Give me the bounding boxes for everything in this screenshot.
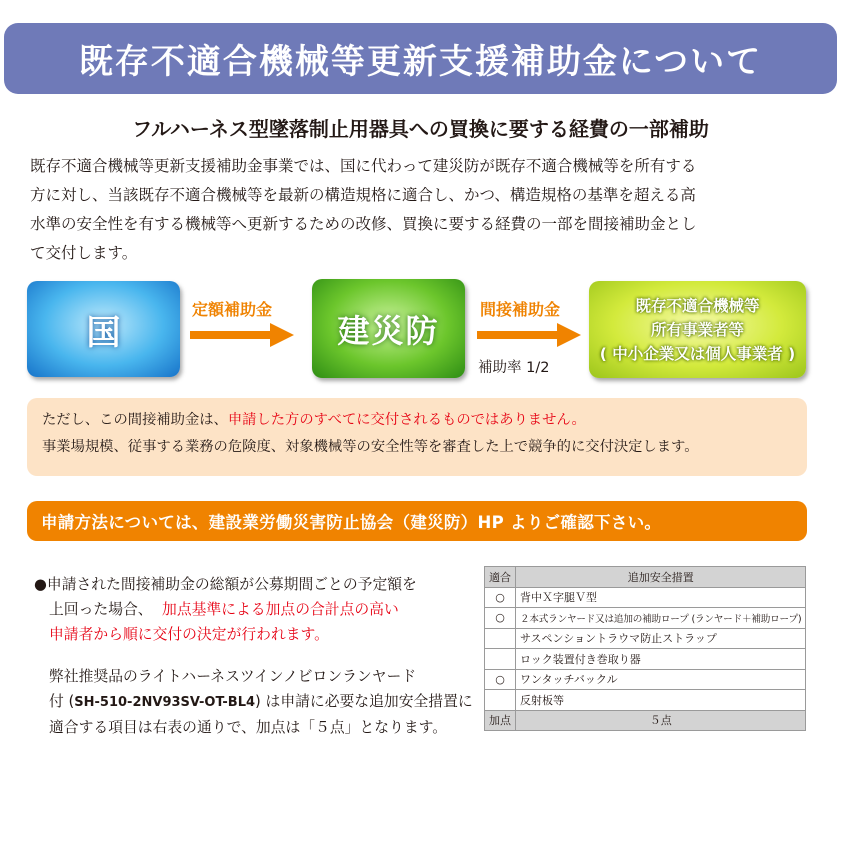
note-box — [27, 398, 807, 476]
subsidy-ratio: 補助率 1/2 — [478, 360, 550, 376]
intro-line: 方に対し、当該既存不適合機械等を最新の構造規格に適合し、かつ、構造規格の基準を超える高 — [30, 186, 696, 204]
table-row — [485, 608, 806, 629]
country-label: 国 — [86, 312, 121, 353]
product-text: 付 ( — [49, 693, 75, 710]
owner-line: ( 中小企業又は個人事業者 ) — [599, 344, 796, 363]
table-row — [485, 690, 806, 711]
bullet-line — [34, 597, 484, 622]
table-mark-cell — [485, 649, 516, 670]
product-line: 適合する項目は右表の通りで、加点は「５点」となります。 — [49, 719, 448, 736]
table-row — [485, 669, 806, 690]
table-mark-cell: ○ — [485, 587, 516, 608]
owner-box — [589, 281, 806, 378]
left-column — [34, 572, 484, 740]
table-mark-cell — [485, 628, 516, 649]
table-item-cell: サスペンショントラウマ防止ストラップ — [516, 628, 806, 649]
bullet-line: ●申請された間接補助金の総額が公募期間ごとの予定額を — [34, 576, 417, 593]
table-footer-value: ５点 — [516, 710, 806, 731]
table-item-cell: ２本式ランヤード又は追加の補助ロープ (ランヤード＋補助ロープ) — [516, 608, 806, 629]
product-line: 弊社推奨品のライトハーネスツインノビロンランヤード — [49, 668, 417, 685]
title-banner — [4, 23, 837, 94]
subtitle: フルハーネス型墜落制止用器具への買換に要する経費の一部補助 — [132, 117, 709, 141]
bullet-line: 申請者から順に交付の決定が行われます。 — [49, 626, 329, 643]
intro-line: て交付します。 — [30, 244, 138, 262]
indirect-subsidy-label: 間接補助金 — [480, 300, 561, 319]
country-box — [27, 281, 180, 377]
note-warning: 申請した方のすべてに交付されるものではありません。 — [227, 412, 586, 428]
table-item-cell: 背中Ｘ字腿Ｖ型 — [516, 587, 806, 608]
note-line — [27, 407, 807, 434]
table-row — [485, 628, 806, 649]
note-line: 事業場規模、従事する業務の危険度、対象機械等の安全性等を審査した上で競争的に交付決定します。 — [42, 439, 699, 455]
kensaibo-box — [312, 279, 465, 378]
table-footer-label: 加点 — [485, 710, 516, 731]
product-text: ) は申請に必要な追加安全措置に — [255, 693, 473, 710]
table-header-row — [485, 567, 806, 588]
table-item-cell: 反射板等 — [516, 690, 806, 711]
kensaibo-label: 建災防 — [337, 311, 440, 350]
bullet-red-text: 加点基準による加点の合計点の高い — [162, 601, 399, 618]
table-mark-cell: ○ — [485, 669, 516, 690]
intro-paragraph — [30, 152, 820, 268]
table-footer-row — [485, 710, 806, 731]
table-header-cell: 適合 — [485, 567, 516, 588]
owner-line: 所有事業者等 — [650, 320, 744, 339]
safety-measures-table — [484, 566, 806, 731]
fixed-subsidy-label: 定額補助金 — [192, 300, 273, 319]
arrow-right-icon — [190, 320, 296, 350]
note-text: ただし、この間接補助金は、 — [42, 412, 228, 428]
page-title: 既存不適合機械等更新支援補助金について — [78, 42, 763, 82]
arrow-right-icon — [477, 320, 583, 350]
table-item-cell: ロック装置付き巻取り器 — [516, 649, 806, 670]
table-header-cell: 追加安全措置 — [516, 567, 806, 588]
table-item-cell: ワンタッチバックル — [516, 669, 806, 690]
table-mark-cell — [485, 690, 516, 711]
product-model: SH-510-2NV93SV-OT-BL4 — [74, 695, 256, 710]
bullet-text: 上回った場合、 — [49, 601, 153, 618]
intro-line: 既存不適合機械等更新支援補助金事業では、国に代わって建災防が既存不適合機械等を所有する — [30, 157, 697, 175]
intro-line: 水準の安全性を有する機械等へ更新するための改修、買換に要する経費の一部を間接補助金とし — [30, 215, 697, 233]
apply-banner: 申請方法については、建設業労働災害防止協会（建災防）HP よりご確認下さい。 — [27, 501, 807, 541]
table-mark-cell: ○ — [485, 608, 516, 629]
owner-line: 既存不適合機械等 — [635, 296, 760, 315]
product-line — [34, 689, 484, 715]
table-row — [485, 587, 806, 608]
table-row — [485, 649, 806, 670]
